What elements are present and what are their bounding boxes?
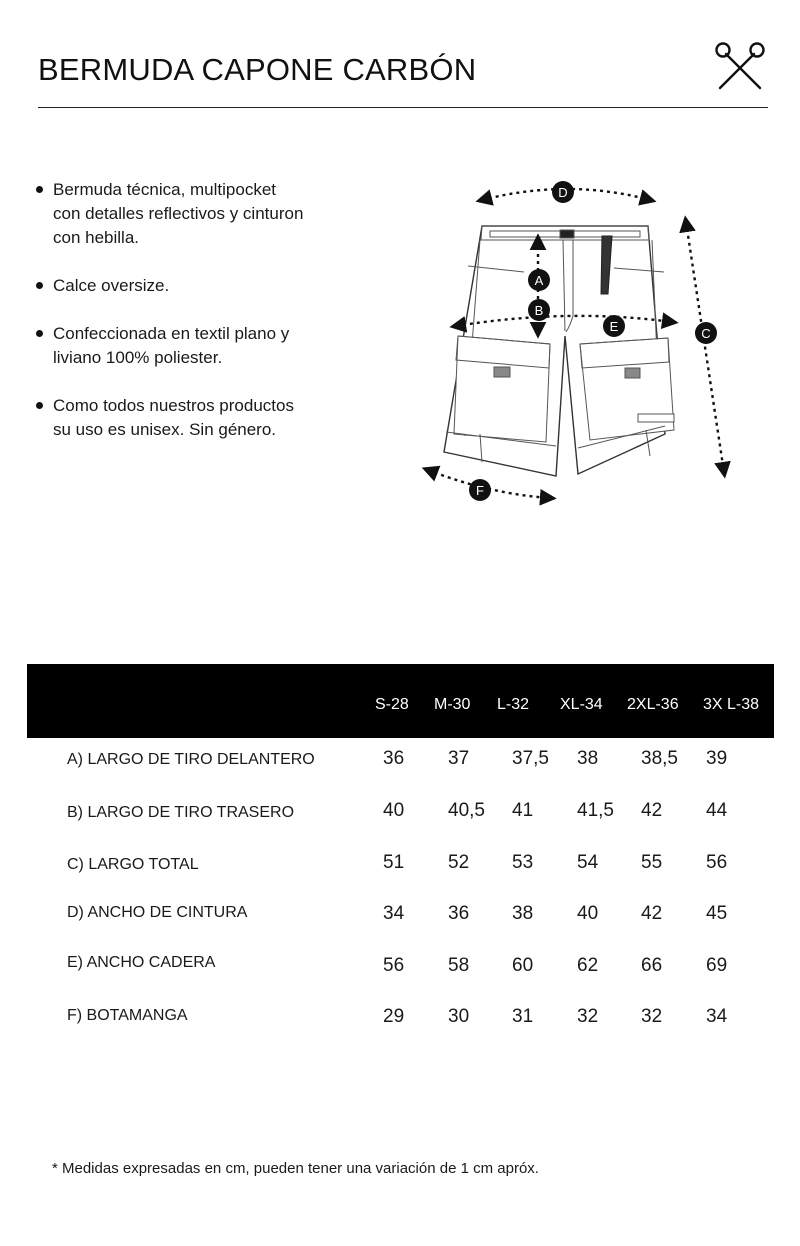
- table-cell: 40: [577, 903, 599, 924]
- table-cell: 42: [641, 800, 663, 821]
- feature-item: Como todos nuestros productos su uso es unisex. Sin género.: [34, 394, 304, 442]
- table-cell: 58: [448, 955, 470, 976]
- table-cell: 39: [706, 748, 728, 769]
- table-cell: 36: [448, 903, 470, 924]
- bullet-icon: [36, 402, 43, 409]
- marker-b-label: B: [534, 303, 544, 318]
- marker-a-label: A: [534, 273, 544, 288]
- size-header-2xl36: 2XL-36: [627, 696, 679, 713]
- table-cell: 34: [706, 1006, 728, 1027]
- table-cell: 32: [577, 1006, 599, 1027]
- marker-e-label: E: [609, 319, 619, 334]
- table-cell: 38: [512, 903, 534, 924]
- table-cell: 42: [641, 903, 663, 924]
- size-header-xl34: XL-34: [560, 696, 603, 713]
- row-label-f: F) BOTAMANGA: [67, 1007, 188, 1024]
- table-cell: 66: [641, 955, 663, 976]
- table-cell: 44: [706, 800, 728, 821]
- feature-item: Bermuda técnica, multipocket con detalles reflectivos y cinturon con hebilla.: [34, 178, 304, 250]
- table-cell: 38,5: [641, 748, 678, 769]
- size-header-3xl38: 3X L-38: [703, 696, 760, 713]
- table-cell: 41,5: [577, 800, 614, 821]
- table-cell: 40: [383, 800, 405, 821]
- feature-list: [34, 178, 304, 466]
- table-cell: 29: [383, 1006, 405, 1027]
- row-label-b: B) LARGO DE TIRO TRASERO: [67, 804, 295, 821]
- table-cell: 30: [448, 1006, 470, 1027]
- footnote: * Medidas expresadas en cm, pueden tener una variación de 1 cm apróx.: [52, 1160, 539, 1177]
- row-label-d: D) ANCHO DE CINTURA: [67, 904, 248, 921]
- table-cell: 37: [448, 748, 470, 769]
- table-cell: 34: [383, 903, 405, 924]
- table-cell: 53: [512, 852, 534, 873]
- scissors-icon: [714, 42, 766, 90]
- bullet-icon: [36, 330, 43, 337]
- table-cell: 52: [448, 852, 470, 873]
- bullet-icon: [36, 186, 43, 193]
- bullet-icon: [36, 282, 43, 289]
- row-label-e: E) ANCHO CADERA: [67, 954, 216, 971]
- page-title: BERMUDA CAPONE CARBÓN: [38, 52, 477, 87]
- garment-diagram: [420, 176, 740, 516]
- size-header-s28: S-28: [375, 696, 409, 713]
- row-label-c: C) LARGO TOTAL: [67, 856, 199, 873]
- table-cell: 56: [383, 955, 405, 976]
- marker-c-label: C: [701, 326, 711, 341]
- table-cell: 69: [706, 955, 728, 976]
- table-cell: 41: [512, 800, 534, 821]
- marker-d-label: D: [558, 185, 568, 200]
- table-cell: 60: [512, 955, 534, 976]
- header-divider: [38, 107, 768, 108]
- table-cell: 51: [383, 852, 405, 873]
- size-header-m30: M-30: [434, 696, 471, 713]
- table-cell: 40,5: [448, 800, 485, 821]
- table-cell: 36: [383, 748, 405, 769]
- marker-f-label: F: [476, 483, 484, 498]
- table-cell: 32: [641, 1006, 663, 1027]
- table-cell: 54: [577, 852, 599, 873]
- table-cell: 55: [641, 852, 663, 873]
- table-cell: 62: [577, 955, 599, 976]
- table-cell: 37,5: [512, 748, 549, 769]
- size-header-l32: L-32: [497, 696, 530, 713]
- row-label-a: A) LARGO DE TIRO DELANTERO: [67, 751, 315, 768]
- table-cell: 56: [706, 852, 728, 873]
- feature-item: Calce oversize.: [34, 274, 304, 298]
- table-cell: 45: [706, 903, 728, 924]
- table-cell: 38: [577, 748, 599, 769]
- feature-item: Confeccionada en textil plano y liviano 100% poliester.: [34, 322, 304, 370]
- table-cell: 31: [512, 1006, 534, 1027]
